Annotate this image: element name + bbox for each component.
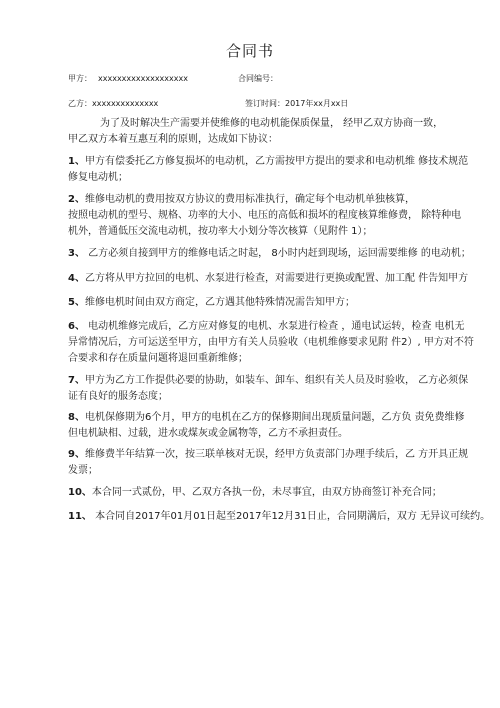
- sign-date-label: 签订时间：: [245, 99, 285, 108]
- clause-1-line-2: 修复电动机；: [68, 172, 128, 183]
- party-a-label: 甲方：: [68, 74, 92, 83]
- party-b-label: 乙方：: [68, 99, 92, 108]
- clause-10-line-1: 10、本合同一式贰份，甲、乙双方各执一份，未尽事宜，由双方协商签订补充合同；: [68, 487, 442, 498]
- clause-number: 3、: [68, 248, 85, 259]
- clause-number: 5、: [68, 297, 85, 308]
- clause-1-line-1: 1、甲方有偿委托乙方修复损坏的电动机，乙方需按甲方提出的要求和电动机维 修技术规范: [68, 156, 469, 167]
- clause-6-line-2: 异常情况后，方可运送至甲方，由甲方有关人员验收（电机维修要求见附 件2）, 甲方对不符: [68, 337, 474, 348]
- clause-number: 2、: [68, 194, 85, 205]
- clause-number: 11、: [68, 511, 92, 522]
- clause-number: 4、: [68, 273, 85, 284]
- contract-no-label: 合同编号：: [238, 74, 278, 83]
- clause-2-line-1: 2、维修电动机的费用按双方协议的费用标准执行，确定每个电动机单独核算，: [68, 194, 415, 205]
- party-b-value: xxxxxxxxxxxxxx: [92, 99, 159, 108]
- clause-number: 6、: [68, 321, 85, 332]
- clause-number: 8、: [68, 412, 85, 423]
- clause-number: 1、: [68, 156, 85, 167]
- clause-8-line-2: 但电机缺相、过载，进水或煤灰或金属物等，乙方不承担责任。: [68, 428, 348, 439]
- clause-number: 10、: [68, 487, 92, 498]
- clause-2-line-2: 按照电动机的型号、规格、功率的大小、电压的高低和损坏的程度核算维修费， 除特种电: [68, 210, 462, 221]
- clause-6-line-1: 6、 电动机维修完成后，乙方应对修复的电机、水泵进行检查 ，通电试运转，检查 电机无: [68, 321, 465, 332]
- sign-date-value: 2017年xx月xx日: [285, 99, 349, 108]
- clause-4-line-1: 4、乙方将从甲方拉回的电机、水泵进行检查，对需要进行更换或配置、加工配 件告知甲方: [68, 273, 469, 284]
- page-title: 合同书: [225, 42, 274, 60]
- clause-11-line-1: 11、 本合同自2017年01月01日起至2017年12月31日止，合同期满后，双方 无异议可续约。: [68, 511, 491, 522]
- party-a-value: xxxxxxxxxxxxxxxxxxx: [98, 74, 188, 83]
- clause-6-line-3: 合要求和存在质量问题将退回重新维修；: [68, 353, 248, 364]
- clause-number: 9、: [68, 449, 85, 460]
- clause-2-line-3: 机外，普通低压交流电动机，按功率大小划分等次核算（见附件 1）；: [68, 226, 373, 237]
- clause-7-line-1: 7、甲方为乙方工作提供必要的协助，如装车、卸车、组织有关人员及时验收， 乙方必须保: [68, 375, 469, 386]
- clause-9-line-1: 9、维修费半年结算一次，按三联单核对无误，经甲方负责部门办理手续后，乙 方开具正规: [68, 449, 469, 460]
- intro-line-2: 甲乙双方本着互惠互利的原则，达成如下协议：: [68, 134, 278, 145]
- clause-9-line-2: 发票；: [68, 465, 98, 476]
- intro-line-1: 为了及时解决生产需要并使维修的电动机能保质保量， 经甲乙双方协商一致，: [100, 118, 444, 129]
- clause-3-line-1: 3、 乙方必须自接到甲方的维修电话之时起， 8小时内赶到现场，运回需要维修 的电动机；: [68, 248, 471, 259]
- clause-7-line-2: 证有良好的服务态度；: [68, 391, 168, 402]
- clause-5-line-1: 5、维修电机时间由双方商定，乙方遇其他特殊情况需告知甲方；: [68, 297, 355, 308]
- clause-8-line-1: 8、电机保修期为6个月，甲方的电机在乙方的保修期间出现质量问题，乙方负 责免费维修: [68, 412, 465, 423]
- clause-number: 7、: [68, 375, 85, 386]
